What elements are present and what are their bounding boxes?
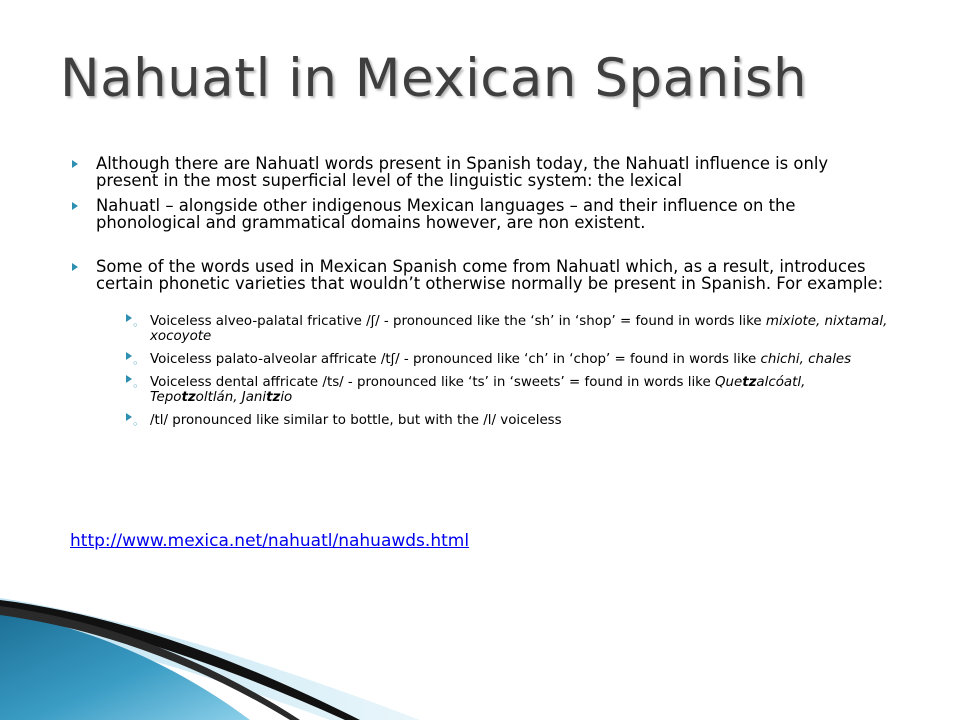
subbullet-list [122,314,890,431]
triangle-bullet-icon [72,160,78,168]
bullet-text: Some of the words used in Mexican Spanish come from Nahuatl which, as a result, introduces certain phonetic varieties that wouldn’t otherwise normally be present in Spanish. For example: [96,257,884,293]
slide-content [70,155,890,436]
list-item [70,155,890,189]
circle-subbullet-icon: ◦ [126,352,132,360]
list-item [122,375,890,405]
list-item [70,257,890,431]
bullet-list [70,154,890,431]
subbullet-text: Voiceless dental affricate /ts/ - pronounced like ‘ts’ in ‘sweets’ = found in words like [150,375,715,390]
list-item [122,352,890,370]
list-item [70,197,890,231]
subbullet-text: Voiceless palato-alveolar affricate /tʃ/ - pronounced like ‘ch’ in ‘chop’ = found in words like [150,352,761,367]
circle-subbullet-icon: ◦ [126,413,132,421]
list-item [122,413,890,431]
source-link[interactable]: http://www.mexica.net/nahuatl/nahuawds.html [70,531,470,551]
bullet-text: Nahuatl – alongside other indigenous Mexican languages – and their influence on the phonological and grammatical domains however, are non existent. [96,196,796,232]
bullet-text: Although there are Nahuatl words present in Spanish today, the Nahuatl influence is only present in the most superficial level of the linguistic system: the lexical [96,154,829,190]
slide-title: Nahuatl in Mexican Spanish [60,48,808,109]
subbullet-text: /tl/ pronounced like similar to bottle, but with the /l/ voiceless [150,413,562,428]
triangle-bullet-icon [72,263,78,271]
example-words: chichi, chales [760,352,852,367]
circle-subbullet-icon: ◦ [126,375,132,383]
subbullet-text: Voiceless alveo-palatal fricative /ʃ/ - pronounced like the ‘sh’ in ‘shop’ = found in words like [150,314,766,329]
circle-subbullet-icon: ◦ [126,314,132,322]
list-item [122,314,890,344]
example-words: Quetzalcóatl, Tepotzoltlán, Janitzio [150,375,806,405]
triangle-bullet-icon [72,202,78,210]
example-words: mixiote, nixtamal, xocoyote [150,314,888,344]
